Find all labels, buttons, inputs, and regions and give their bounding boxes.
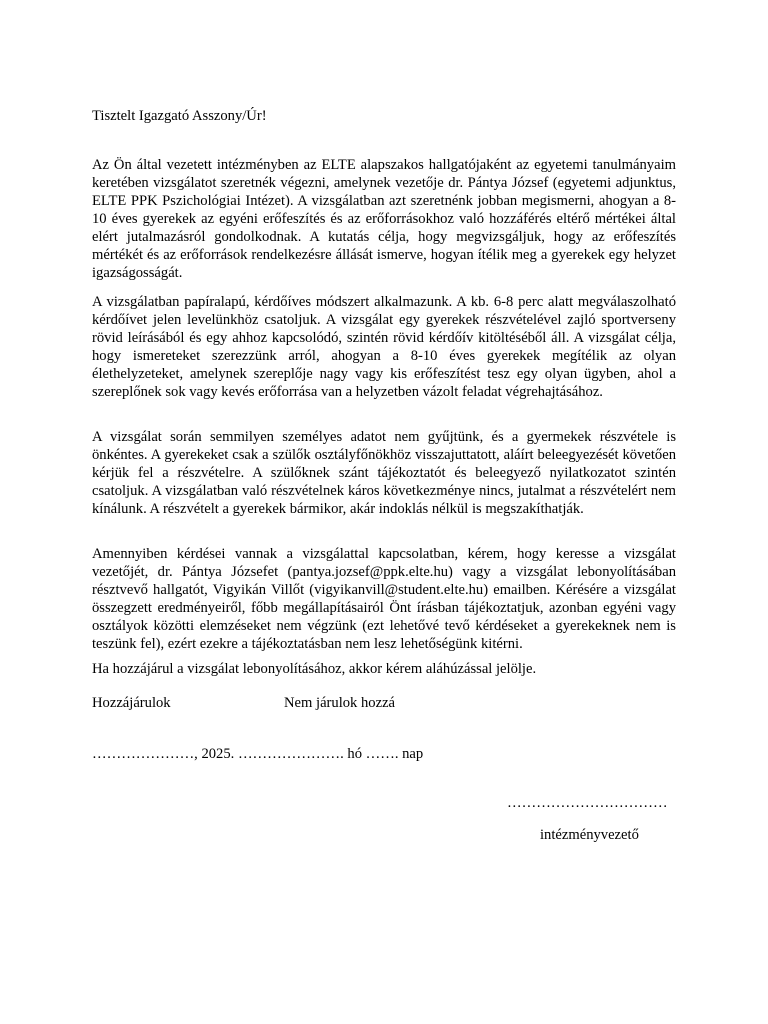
signature-line: …………………………… [507,795,668,811]
date-line: …………………, 2025. …………………. hó ……. nap [92,746,424,762]
paragraph-consent-instruction: Ha hozzájárul a vizsgálat lebonyolításához, akkor kérem aláhúzással jelölje. [92,661,537,677]
paragraph-contact: Amennyiben kérdései vannak a vizsgálattal kapcsolatban, kérem, hogy keresse a vizsgálat vezetőjét, dr. Pántya Józsefet (pantya.jozsef@ppk.elte.hu) vagy a vizsgálat lebonyolításában résztvevő hallgatót, Vigyikán Villőt (vigyikanvill@student.elte.hu) emailben. Kérésére a vizsgálat összegzett eredményeiről, főbb megállapításairól Önt írásban tájékoztatjuk, azonban egyéni vagy osztályok közötti elemzéseket nem végzünk (ezt lehetővé tevő kérdéseket a gyerekeknek nem is teszünk fel), ezért ezekre a tájékoztatásban nem lesz lehetőségünk kitérni. [92,546,676,652]
consent-option-no: Nem járulok hozzá [284,695,396,711]
paragraph-introduction: Az Ön által vezetett intézményben az ELTE alapszakos hallgatójaként az egyetemi tanulmányaim keretében vizsgálatot szeretnék végezni, amelynek vezetője dr. Pántya József (egyetemi adjunktus, ELTE PPK Pszichológiai Intézet). A vizsgálatban azt szeretnénk jobban megismerni, ahogyan a 8-10 éves gyerekek az egyéni erőfeszítés és az erőforrásokhoz való hozzáférés eltérő mértékei által elért jutalmazásról gondolkodnak. A kutatás célja, hogy megvizsgáljuk, hogy az erőfeszítés mértékét és az erőforrások rendelkezésre állását ismerve, hogyan ítélik meg a gyerekek egy helyzet igazságosságát. [92,157,676,281]
paragraph-method: A vizsgálatban papíralapú, kérdőíves módszert alkalmazunk. A kb. 6-8 perc alatt megválaszolható kérdőívet jelen levelünkhöz csatoljuk. A vizsgálat egy gyerekek részvételével zajló sportverseny rövid leírásából és egy ahhoz kapcsolódó, szintén rövid kérdőív kitöltéséből áll. A vizsgálat célja, hogy ismereteket szerezzünk arról, ahogyan a 8-10 éves gyerekek megítélik az olyan élethelyzeteket, amelynek szereplője nagy vagy kis erőfeszítést tesz egy olyan ügyben, ahol a szereplőnek sok vagy kevés erőforrása van a helyzetben vázolt feladat végrehajtásához. [92,294,676,400]
paragraph-privacy: A vizsgálat során semmilyen személyes adatot nem gyűjtünk, és a gyermekek részvétele is önkéntes. A gyerekeket csak a szülők osztályfőnökhöz visszajuttatott, aláírt beleegyezését követően kérjük fel a részvételre. A szülőknek szánt tájékoztatót és beleegyező nyilatkozatot szintén csatoljuk. A vizsgálatban való részvételnek káros következménye nincs, jutalmat a részvételért nem kínálunk. A részvételt a gyerekek bármikor, akár indoklás nélkül is megszakíthatják. [92,429,676,517]
salutation: Tisztelt Igazgató Asszony/Úr! [92,108,267,124]
consent-option-yes: Hozzájárulok [92,695,171,711]
signature-label: intézményvezető [540,827,639,843]
